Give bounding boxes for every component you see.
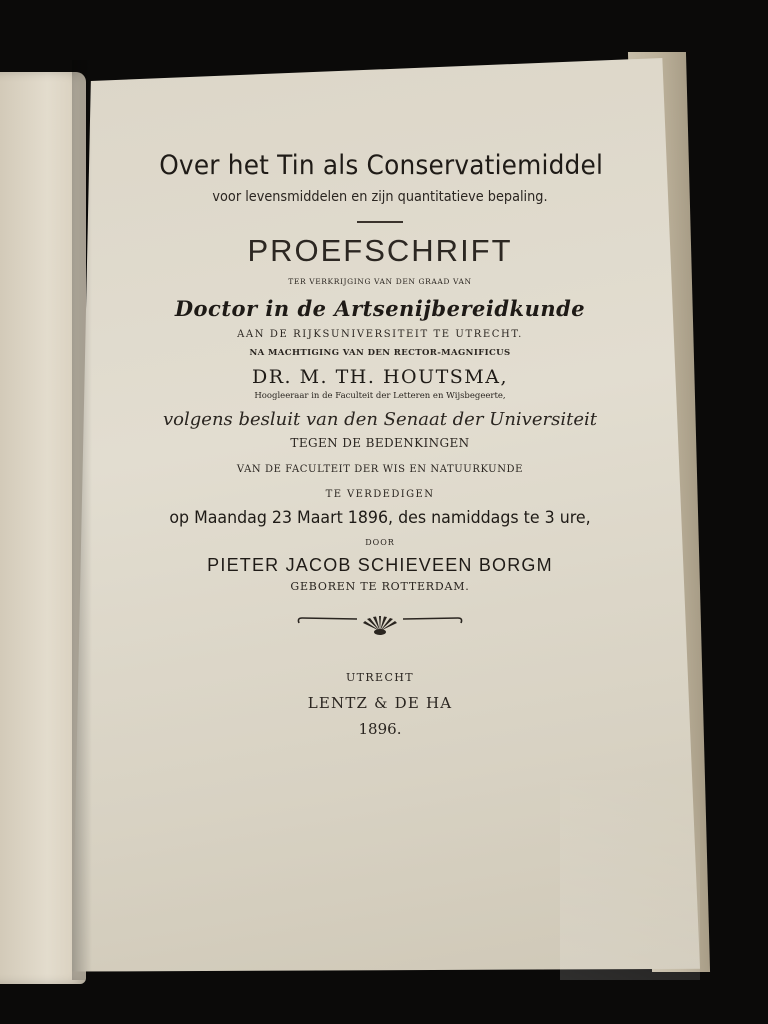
title-page-text (140, 150, 620, 738)
publisher-name: LENTZ & DE HA (307, 694, 453, 712)
senate-decision: volgens besluit van den Senaat der Universiteit (163, 409, 597, 430)
university-line: AAN DE RIJKSUNIVERSITEIT TE UTRECHT. (237, 329, 523, 340)
fan-ornament-icon (295, 615, 465, 637)
book-subtitle: voor levensmiddelen en zijn quantitatieve bepaling. (212, 189, 548, 205)
publication-year: 1896. (358, 720, 402, 738)
faculty-line: VAN DE FACULTEIT DER WIS EN NATUURKUNDE (236, 464, 524, 475)
author-name: PIETER JACOB SCHIEVEEN BORGM (207, 555, 553, 575)
rector-title: Hoogleeraar in de Faculteit der Letteren en Wijsbegeerte, (254, 391, 506, 401)
birthplace-line: GEBOREN TE ROTTERDAM. (290, 580, 470, 593)
title-divider (357, 221, 403, 223)
defend-line: TE VERDEDIGEN (325, 489, 435, 500)
degree-intro: TER VERKRIJGING VAN DEN GRAAD VAN (288, 277, 472, 286)
by-line: DOOR (365, 538, 395, 547)
book-title: Over het Tin als Conservatiemiddel (159, 150, 604, 181)
degree-name: Doctor in de Artsenijbereidkunde (174, 296, 586, 321)
rector-name: DR. M. TH. HOUTSMA, (251, 366, 509, 388)
objections-line: TEGEN DE BEDENKINGEN (290, 436, 470, 450)
defense-date: op Maandag 23 Maart 1896, des namiddags te 3 ure, (169, 508, 591, 528)
proefschrift-heading: PROEFSCHRIFT (247, 233, 513, 268)
facing-blank-page (0, 72, 86, 984)
authorization-line: NA MACHTIGING VAN DEN RECTOR-MAGNIFICUS (249, 348, 511, 358)
publication-city: UTRECHT (345, 671, 415, 684)
